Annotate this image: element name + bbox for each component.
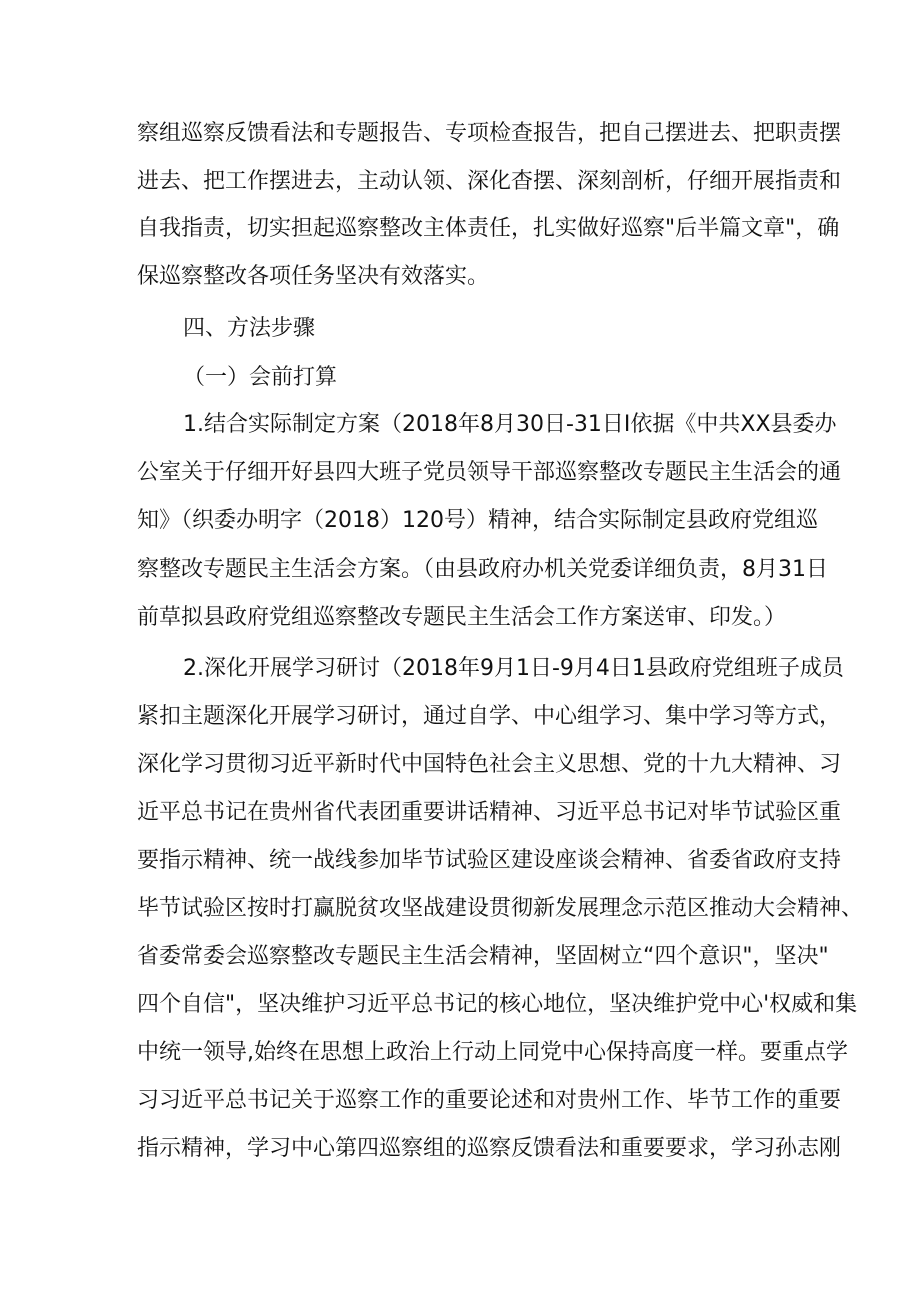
section-heading: 四、方法步骤 [183, 316, 316, 341]
text-line: 指示精神，学习中心第四巡察组的巡察反馈看法和重要要求，学习孙志刚 [137, 1136, 842, 1161]
text-line: 省委常委会巡察整改专题民主生活会精神，坚固树立“四个意识"，坚决" [137, 944, 829, 969]
text-line: 深化学习贯彻习近平新时代中国特色社会主义思想、党的十九大精神、习 [137, 752, 842, 777]
text-line: 察组巡察反馈看法和专题报告、专项检查报告，把自己摆进去、把职责摆 [137, 121, 842, 146]
text-line: 习习近平总书记关于巡察工作的重要论述和对贵州工作、毕节工作的重要 [137, 1088, 842, 1113]
subsection-heading: （一）会前打算 [183, 365, 338, 390]
text-line: 1.结合实际制定方案（2018年8月30日-31日I依据《中共XX县委办 [183, 412, 837, 437]
text-line: 公室关于仔细开好县四大班子党员领导干部巡察整改专题民主生活会的通 [137, 460, 842, 485]
text-line: 知》（织委办明字（2018）120号）精神，结合实际制定县政府党组巡 [137, 508, 818, 533]
text-line: 要指示精神、统一战线参加毕节试验区建设座谈会精神、省委省政府支持 [137, 848, 842, 873]
text-line: 保巡察整改各项任务坚决有效落实。 [137, 264, 490, 289]
text-line: 紧扣主题深化开展学习研讨，通过自学、中心组学习、集中学习等方式， [137, 704, 842, 729]
text-line: 毕节试验区按时打赢脱贫攻坚战建设贯彻新发展理念示范区推动大会精神、 [137, 896, 864, 921]
text-line: 中统一领导,始终在思想上政治上行动上同党中心保持高度一样。要重点学 [137, 1040, 848, 1065]
text-line: 进去、把工作摆进去，主动认领、深化杳摆、深刻剖析，仔细开展指责和 [137, 169, 842, 194]
text-line: 自我指责，切实担起巡察整改主体责任，扎实做好巡察"后半篇文章"，确 [137, 216, 840, 241]
text-line: 近平总书记在贵州省代表团重要讲话精神、习近平总书记对毕节试验区重 [137, 800, 842, 825]
text-line: 察整改专题民主生活会方案。（由县政府办机关党委详细负责，8月31日 [137, 557, 828, 582]
text-line: 四个自信"，坚决维护习近平总书记的核心地位，坚决维护党中心'权威和集 [137, 992, 858, 1017]
text-line: 2.深化开展学习研讨（2018年9月1日-9月4日1县政府党组班子成员 [183, 656, 844, 681]
text-line: 前草拟县政府党组巡察整改专题民主生活会工作方案送审、印发。） [137, 605, 787, 630]
